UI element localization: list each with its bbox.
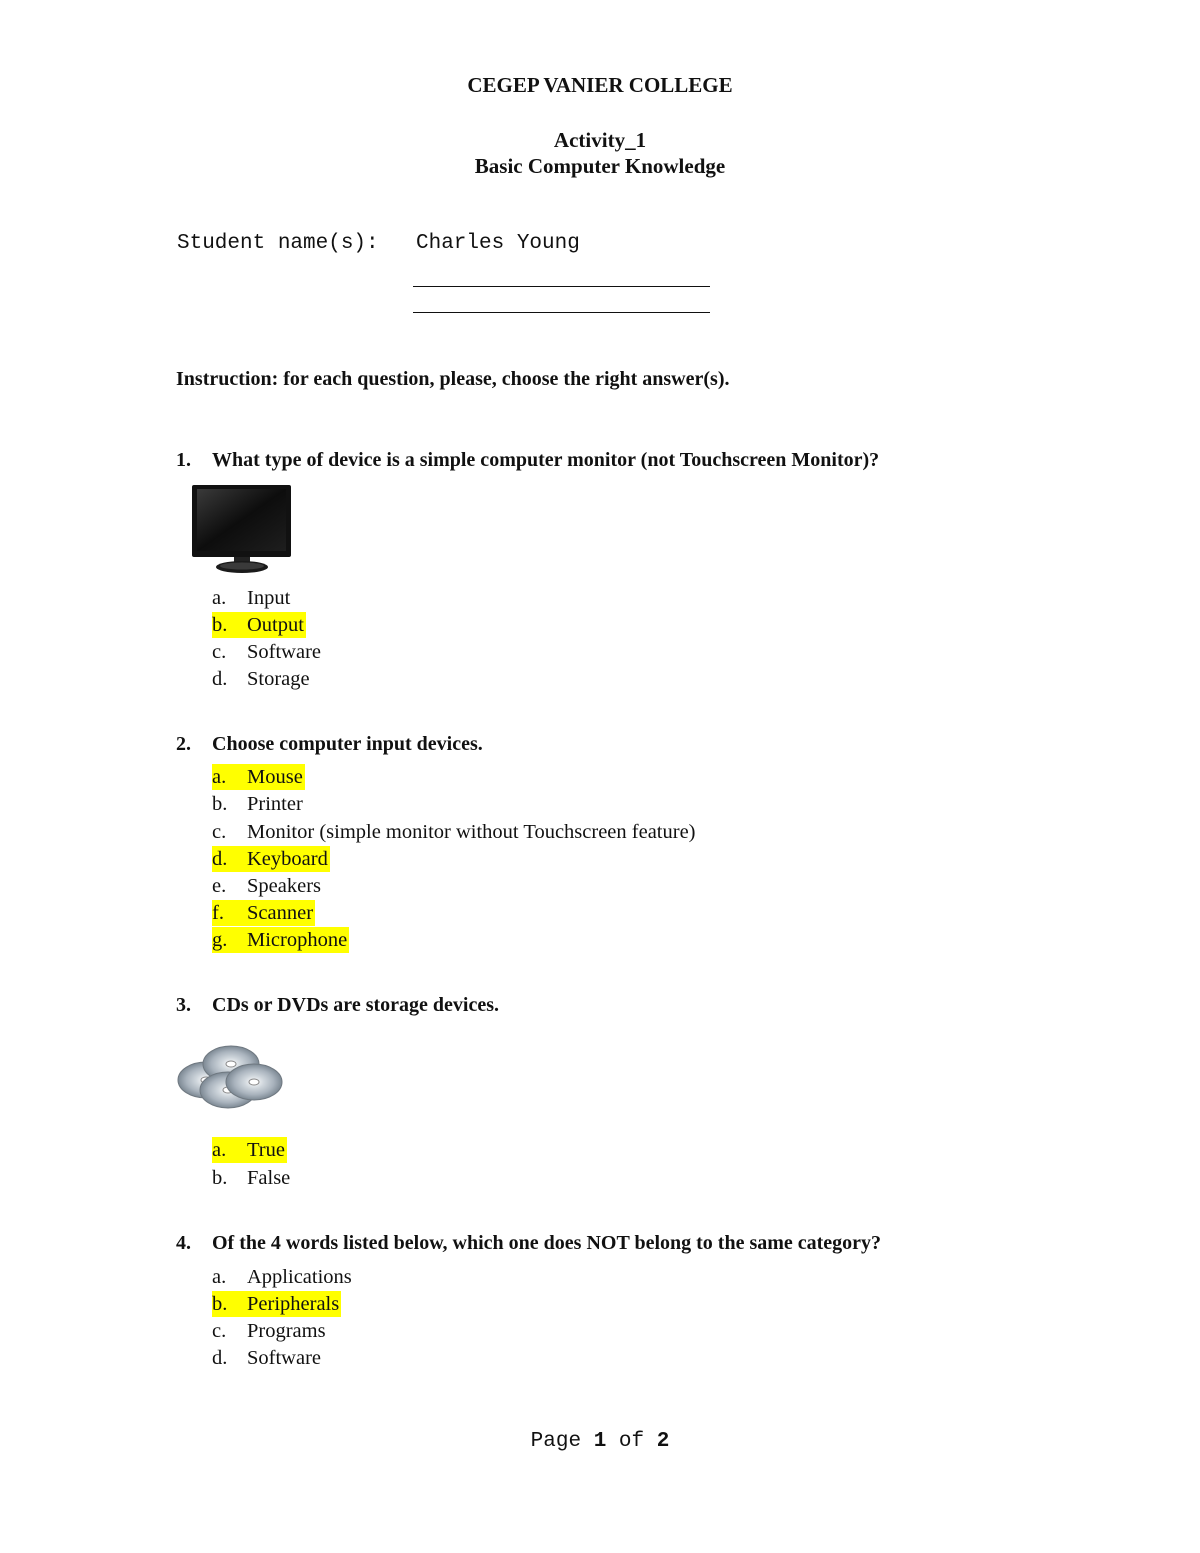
page-footer	[0, 1430, 1200, 1453]
cd-discs-icon	[176, 1042, 286, 1114]
question-number: 4.	[176, 1232, 191, 1254]
page-word: Page	[530, 1430, 582, 1453]
question-text: What type of device is a simple computer monitor (not Touchscreen Monitor)?	[212, 449, 880, 471]
question-1	[176, 449, 879, 472]
student-name-blank-line-1	[413, 286, 710, 287]
q1-option-c[interactable]: c. Software	[212, 641, 322, 663]
activity-title: Activity_1	[553, 128, 647, 152]
instruction-text: Instruction: for each question, please, choose the right answer(s).	[176, 368, 730, 390]
student-name-label: Student name(s):	[177, 232, 379, 255]
question-number: 2.	[176, 733, 191, 755]
q4-option-b[interactable]: b. Peripherals	[212, 1293, 340, 1315]
q1-option-d[interactable]: d. Storage	[212, 668, 310, 690]
q3-option-b[interactable]: b. False	[212, 1167, 291, 1189]
q2-option-e[interactable]: e. Speakers	[212, 875, 322, 897]
question-number: 1.	[176, 449, 191, 471]
question-text: Of the 4 words listed below, which one does NOT belong to the same category?	[212, 1232, 882, 1254]
question-2	[176, 733, 483, 756]
q2-option-g[interactable]: g. Microphone	[212, 929, 348, 951]
question-3	[176, 994, 499, 1017]
q4-option-d[interactable]: d. Software	[212, 1347, 322, 1369]
activity-subtitle: Basic Computer Knowledge	[474, 154, 726, 178]
question-4	[176, 1232, 881, 1255]
q1-option-a[interactable]: a. Input	[212, 587, 291, 609]
q2-option-a[interactable]: a. Mouse	[212, 766, 303, 788]
q2-option-c[interactable]: c. Monitor (simple monitor without Touchscreen feature)	[212, 821, 696, 843]
monitor-icon	[190, 483, 296, 577]
q4-option-a[interactable]: a. Applications	[212, 1266, 352, 1288]
q2-option-d[interactable]: d. Keyboard	[212, 848, 328, 870]
q2-option-b[interactable]: b. Printer	[212, 793, 303, 815]
total-pages-number: 2	[656, 1430, 670, 1453]
question-text: CDs or DVDs are storage devices.	[212, 994, 499, 1016]
q2-option-f[interactable]: f. Scanner	[212, 902, 314, 924]
student-name-value[interactable]: Charles Young	[416, 232, 580, 255]
current-page-number: 1	[593, 1430, 607, 1453]
question-number: 3.	[176, 994, 191, 1016]
q1-option-b[interactable]: b. Output	[212, 614, 304, 636]
q4-option-c[interactable]: c. Programs	[212, 1320, 326, 1342]
of-word: of	[618, 1430, 645, 1453]
q3-option-a[interactable]: a. True	[212, 1139, 285, 1161]
question-text: Choose computer input devices.	[212, 733, 483, 755]
student-name-blank-line-2	[413, 312, 710, 313]
college-name: CEGEP VANIER COLLEGE	[467, 73, 733, 97]
